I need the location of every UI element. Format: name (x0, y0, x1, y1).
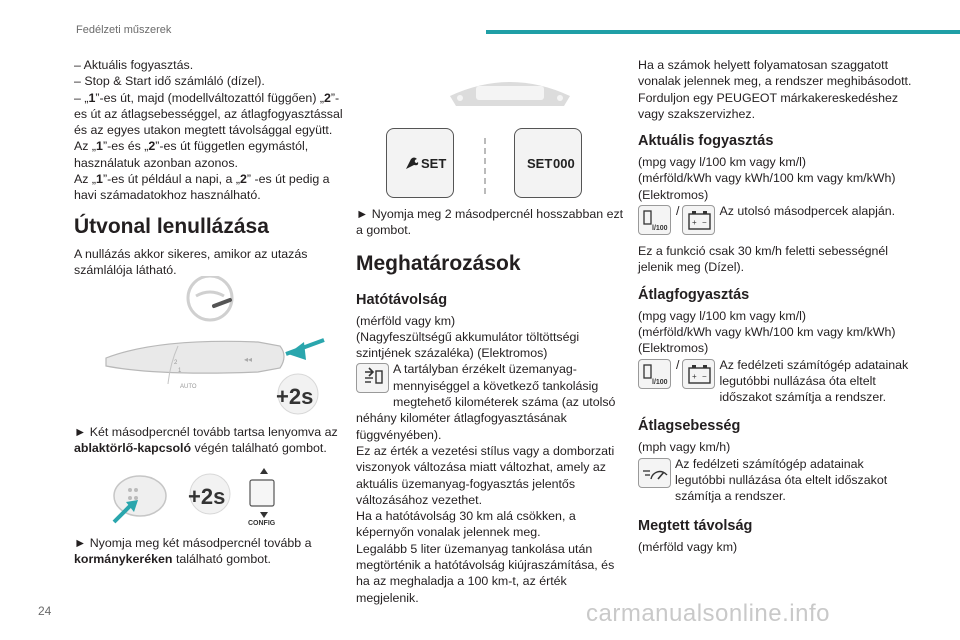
watermark: carmanualsonline.info (586, 600, 830, 627)
fuel-consumption-icon (638, 359, 671, 389)
svg-text:l/100: l/100 (652, 225, 668, 233)
paragraph: Az „1”-es és „2”-es út független egymástól, használatuk azonban azonos. (74, 139, 309, 170)
subheading-current-consumption: Aktuális fogyasztás (638, 133, 774, 150)
svg-text:◂◂: ◂◂ (244, 355, 253, 364)
set-buttons-illustration (380, 78, 620, 200)
list-item: – „1”-es út, majd (modellváltozattól függően) „2”-es út az átlagsebességgel, az átlagfogyasztással és az egyes utakon megtett távolsággal együtt. (74, 90, 343, 138)
svg-text:−: − (702, 371, 708, 381)
paragraph: Az „1”-es út például a napi, a „2” -es út pedig a havi számadatokhoz használható. (74, 172, 330, 203)
svg-text:1: 1 (178, 368, 182, 374)
step-steering: ► Nyomja meg két másodpercnél tovább a kormánykeréken található gombot. (74, 536, 312, 567)
page-number: 24 (38, 604, 52, 618)
paragraph: A nullázás akkor sikeres, amikor az utazás számlálója látható. (74, 246, 308, 277)
subheading-range: Hatótávolság (356, 291, 448, 308)
header-section-title: Fedélzeti műszerek (76, 24, 172, 36)
header-accent-bar (486, 30, 960, 34)
svg-text:+2s: +2s (276, 384, 314, 409)
battery-icon (682, 359, 715, 389)
list-item: – Aktuális fogyasztás. (74, 58, 194, 72)
divider (484, 138, 488, 194)
svg-text:CONFIG: CONFIG (248, 520, 276, 526)
section-heading-definitions: Meghatározások (356, 251, 521, 275)
svg-text:+: + (692, 371, 698, 381)
svg-text:l/100: l/100 (652, 378, 668, 386)
step-wiper: ► Két másodpercnél tovább tartsa lenyomva az ablaktörlő-kapcsoló végén található gombot. (74, 425, 338, 456)
list-item: – Stop & Start idő számláló (dízel). (74, 74, 265, 89)
column-1 (74, 57, 346, 278)
step-text: ► Nyomja meg 2 másodpercnél hosszabban ezt a gombot. (356, 207, 624, 238)
fuel-range-icon (356, 363, 389, 393)
subheading-average-consumption: Átlagfogyasztás (638, 286, 750, 303)
set-button: SET (386, 128, 454, 198)
speedometer-icon (638, 458, 671, 488)
column-2: ► Nyomja meg 2 másodpercnél hosszabban ezt a gombot. Meghatározások Hatótávolság (mérföld vagy km) (Nagyfeszültségű akkumulátor töltöttségi szintjének százaléka) (Elektromos) A tartályban érzékelt üzemanyag-mennyiséggel a következő tankolásig megtehető kilométerek száma (az utolsó néhány kilométer átlagfogyasztásának függvényében). Ez az érték a vezetési stílus vagy a domborzati viszonyok változása miatt változhat, amely az aktuális üzemanyag-fogyasztás jelentős változásához vezethet. Ha a hatótávolság 30 km alá csökken, a képernyőn vonalak jelennek meg. Legalább 5 liter üzemanyag tankolása után megtörténik a hatótávolság kiújraszámítása, és ha az meghaladja a 100 km-t, az érték megjelenik. (356, 206, 628, 606)
fuel-consumption-icon (638, 205, 671, 235)
svg-text:−: − (702, 218, 708, 228)
svg-text:2: 2 (174, 360, 178, 366)
column-3: Ha a számok helyett folyamatosan szaggatott vonalak jelennek meg, a rendszer meghibásodott. Forduljon egy PEUGEOT márkakereskedéshez vagy szakszervizhez. Aktuális fogyasztás (mpg vagy l/100 km vagy km/l) (mérföld/kWh vagy kWh/100 km vagy km/kWh) (Elektromos) l/100 / + − Az utolsó másodpercek alapján. Ez a funkció csak 30 km/h feletti sebességnél jelenik meg (Dízel). Átlagfogyasztás (mpg vagy l/100 km vagy km/l) (mérföld/kWh vagy kWh/100 km vagy km/kWh) (Elektromos) l/100 / + − Az fedélzeti számítógép adatainak legutóbbi nullázása óta eltelt időszakot számítja a rendszer. Átlagsebesség (mph vagy km/h) Az fedélzeti számítógép adatainak legutóbbi nullázása óta eltelt időszakot számítja a rendszer. Megtett távolság (mérföld vagy km) (638, 58, 912, 554)
battery-icon (682, 205, 715, 235)
steering-wheel-illustration (110, 468, 290, 526)
wrench-icon (403, 157, 419, 172)
wiper-stalk-illustration (98, 276, 328, 416)
svg-text:+: + (692, 218, 698, 228)
section-heading-reset: Útvonal lenullázása (74, 214, 269, 238)
svg-text:+2s: +2s (188, 484, 226, 509)
subheading-average-speed: Átlagsebesség (638, 418, 741, 435)
set-000-button: SET 000 (514, 128, 582, 198)
svg-text:AUTO: AUTO (180, 384, 197, 390)
subheading-distance: Megtett távolság (638, 517, 753, 534)
